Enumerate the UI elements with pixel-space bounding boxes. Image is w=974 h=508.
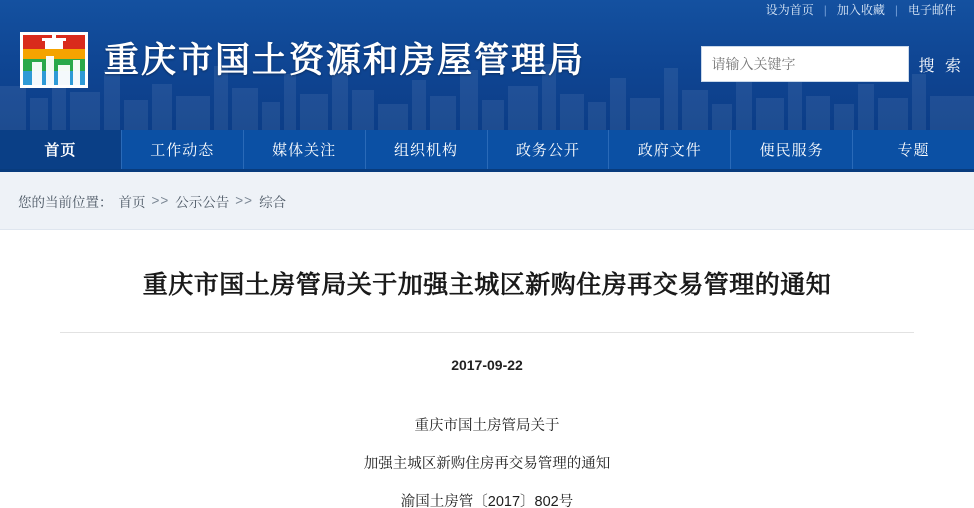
- search-input[interactable]: [701, 46, 909, 82]
- article-body: [60, 373, 914, 508]
- site-header: [0, 0, 974, 130]
- article-paragraph-1: 重庆市国土房管局关于: [414, 418, 560, 434]
- nav-item-media-focus[interactable]: 媒体关注: [244, 130, 366, 169]
- breadcrumb-arrow-1: >>: [151, 193, 170, 208]
- breadcrumb-item-announcements[interactable]: 公示公告: [175, 194, 230, 210]
- government-emblem-icon: [18, 22, 90, 94]
- article-title: 重庆市国土房管局关于加强主城区新购住房再交易管理的通知: [142, 271, 832, 299]
- nav-item-organization[interactable]: 组织机构: [366, 130, 488, 169]
- breadcrumb: [0, 191, 286, 211]
- breadcrumb-prefix: 您的当前位置：: [18, 194, 113, 210]
- top-link-separator-2: |: [894, 3, 898, 17]
- breadcrumb-item-general[interactable]: 综合: [259, 194, 287, 210]
- site-title: 重庆市国土资源和房屋管理局: [104, 41, 586, 81]
- breadcrumb-arrow-2: >>: [235, 193, 254, 208]
- nav-item-government-documents[interactable]: 政府文件: [609, 130, 731, 169]
- link-set-homepage[interactable]: 设为首页: [765, 3, 814, 17]
- nav-item-government-affairs[interactable]: 政务公开: [488, 130, 610, 169]
- top-links: [756, 0, 966, 20]
- nav-item-work-updates[interactable]: 工作动态: [122, 130, 244, 169]
- site-logo[interactable]: [18, 22, 585, 94]
- search-area: [701, 46, 974, 82]
- breadcrumb-strip: [0, 172, 974, 230]
- search-button[interactable]: 搜 索: [909, 46, 974, 82]
- article-date: 2017-09-22: [451, 357, 523, 373]
- link-add-favorite[interactable]: 加入收藏: [836, 3, 885, 17]
- top-link-separator-1: |: [823, 3, 827, 17]
- breadcrumb-item-home[interactable]: 首页: [118, 194, 146, 210]
- link-email[interactable]: 电子邮件: [907, 3, 956, 17]
- article-container: [0, 230, 974, 508]
- article-paragraph-3: 渝国土房管〔2017〕802号: [400, 494, 574, 508]
- article-paragraph-2: 加强主城区新购住房再交易管理的通知: [363, 456, 611, 472]
- main-navigation: [0, 130, 974, 172]
- nav-item-public-services[interactable]: 便民服务: [731, 130, 853, 169]
- nav-item-home[interactable]: 首页: [0, 130, 122, 169]
- nav-item-special-topics[interactable]: 专题: [897, 142, 930, 159]
